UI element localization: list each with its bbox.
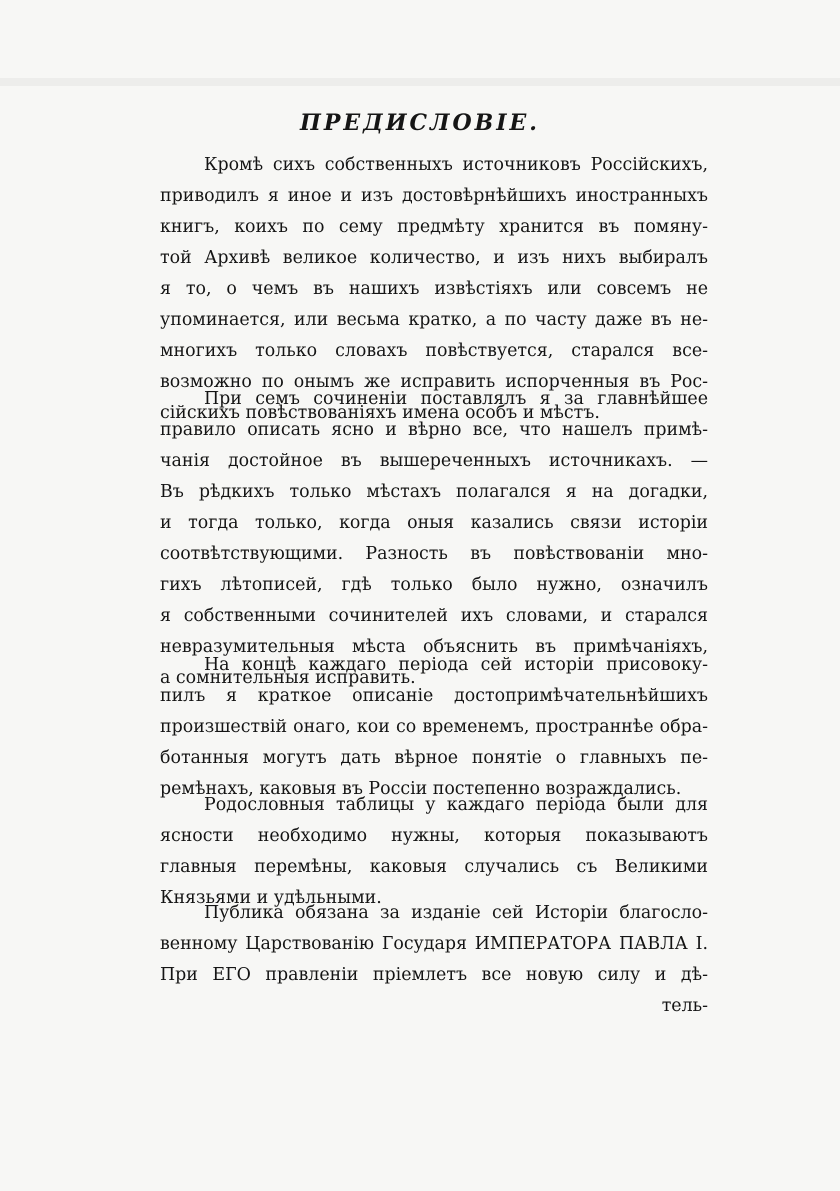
text-line: а сомнительныя исправить. <box>160 668 416 688</box>
text-line: Въ рѣдкихъ только мѣстахъ полагался я на догадки, <box>160 482 708 502</box>
text-line: При семъ сочиненiи поставлялъ я за главнѣйшее <box>204 389 708 409</box>
text-line: упоминается, или весьма кратко, а по часту даже въ не- <box>160 310 708 330</box>
text-line: многихъ только словахъ повѣствуется, старался все- <box>160 341 708 361</box>
text-line: Князьями и удѣльными. <box>160 888 382 908</box>
text-line: сiйскихъ повѣствованiяхъ имена особъ и мѣстъ. <box>160 403 600 423</box>
text-line: ясности необходимо нужны, которыя показываютъ <box>160 826 708 846</box>
paragraph-periods <box>160 650 708 805</box>
text-line: книгъ, коихъ по сему предмѣту хранится въ помяну- <box>160 217 708 237</box>
scan-band <box>0 78 840 86</box>
text-line: Кромѣ сихъ собственныхъ источниковъ Россiйскихъ, <box>204 155 708 175</box>
page-title: ПРЕДИСЛОВIЕ. <box>300 110 540 136</box>
text-line: соотвѣтствующими. Разность въ повѣствованiи мно- <box>160 544 708 564</box>
text-line: ботанныя могутъ дать вѣрное понятiе о главныхъ пе- <box>160 748 708 768</box>
text-line: той Архивѣ великое количество, и изъ нихъ выбиралъ <box>160 248 708 268</box>
text-line: гихъ лѣтописей, гдѣ только было нужно, означилъ <box>160 575 708 595</box>
text-line: Родословныя таблицы у каждаго перiода были для <box>204 795 708 815</box>
paragraph-genealogy <box>160 790 708 914</box>
text-line: главныя перемѣны, каковыя случались съ Великими <box>160 857 708 877</box>
text-line: и тогда только, когда оныя казались связи исторiи <box>160 513 708 533</box>
text-line: возможно по онымъ же исправить испорченныя въ Рос- <box>160 372 708 392</box>
text-line: ремѣнахъ, каковыя въ Россiи постепенно возраждались. <box>160 779 682 799</box>
text-line: На концѣ каждаго перiода сей исторiи присовоку- <box>204 655 708 675</box>
text-line: При ЕГО правленiи прiемлетъ все новую силу и дѣ- <box>160 965 708 985</box>
text-line: венному Царствованiю Государя ИМПЕРАТОРА ПАВЛА I. <box>160 934 708 954</box>
paragraph-method <box>160 384 708 694</box>
text-line: невразумительныя мѣста объяснить въ примѣчанiяхъ, <box>160 637 708 657</box>
text-line: произшествiй онаго, кои со временемъ, пространнѣе обра- <box>160 717 708 737</box>
text-line: правило описать ясно и вѣрно все, что нашелъ примѣ- <box>160 420 708 440</box>
text-line: Публика обязана за изданiе сей Исторiи благосло- <box>204 903 708 923</box>
text-line: пилъ я краткое описанiе достопримѣчательнѣйшихъ <box>160 686 708 706</box>
text-line: я собственными сочинителей ихъ словами, и старался <box>160 606 708 626</box>
text-line: я то, о чемъ въ нашихъ извѣстiяхъ или совсемъ не <box>160 279 708 299</box>
paragraph-dedication <box>160 898 708 1022</box>
text-line: чанiя достойное въ вышереченныхъ источникахъ. — <box>160 451 708 471</box>
catchword: тель- <box>661 996 708 1016</box>
text-line: приводилъ я иное и изъ достовѣрнѣйшихъ иностранныхъ <box>160 186 708 206</box>
